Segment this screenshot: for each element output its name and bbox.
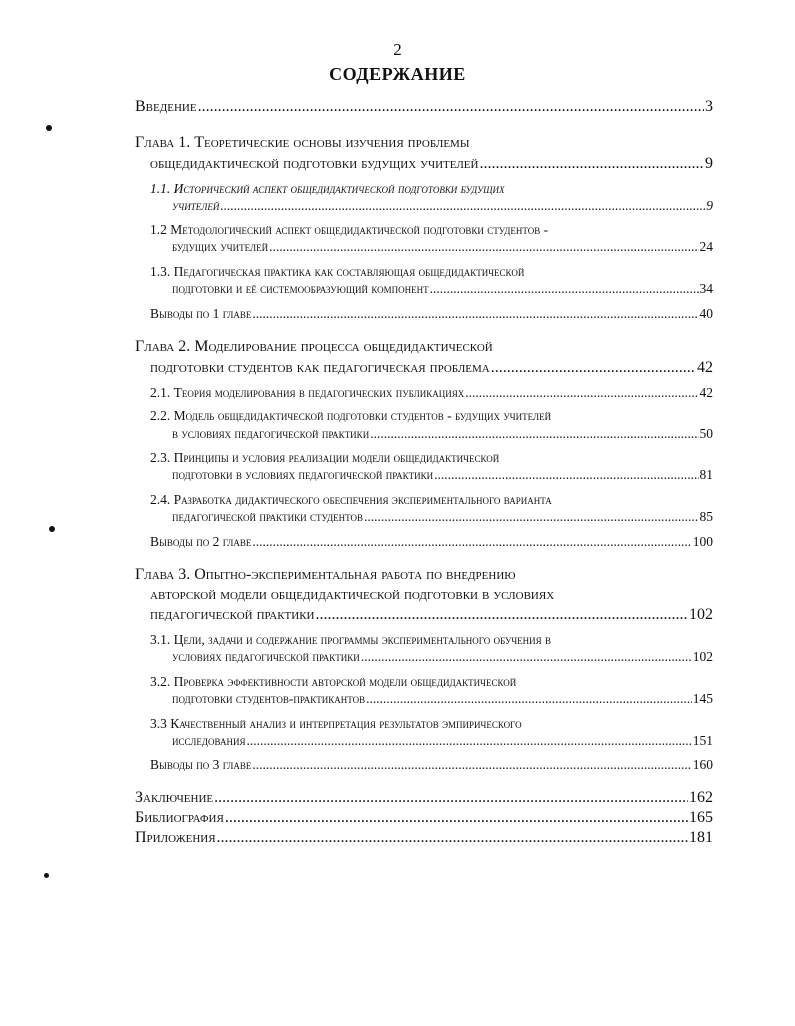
toc-conclusions-2 xyxy=(150,534,713,550)
leader-dots xyxy=(198,98,704,116)
toc-section-3-1-title: 3.1. Цели, задачи и содержание программы экспериментального обучения в xyxy=(150,632,552,647)
toc-conclusions-3 xyxy=(150,757,713,773)
toc-entry-intro xyxy=(135,98,713,116)
toc-section-2-2 xyxy=(172,426,713,442)
binder-hole-mark xyxy=(46,125,52,131)
toc-section-2-3-title: 2.3. Принципы и условия реализации модели общедидактической xyxy=(150,450,500,465)
toc-section-2-1 xyxy=(150,385,713,401)
leader-dots xyxy=(269,239,698,255)
toc-section-2-2-title: 2.2. Модель общедидактической подготовки студентов - будущих учителей xyxy=(150,408,552,423)
toc-entry-text: 2.1. Теория моделирования в педагогических публикациях xyxy=(150,385,465,400)
toc-page-number: 81 xyxy=(699,467,713,482)
toc-section-1-1 xyxy=(172,198,713,214)
leader-dots xyxy=(252,534,691,550)
toc-section-2-4 xyxy=(172,509,713,525)
binder-hole-mark xyxy=(44,873,49,878)
toc-entry-text: исследования xyxy=(172,733,246,748)
toc-page-number: 34 xyxy=(699,281,713,296)
leader-dots xyxy=(361,649,692,665)
leader-dots xyxy=(366,691,692,707)
toc-conclusions-1 xyxy=(150,306,713,322)
leader-dots xyxy=(217,829,688,847)
toc-page-number: 181 xyxy=(689,829,713,846)
toc-section-2-4-title: 2.4. Разработка дидактического обеспечения экспериментального варианта xyxy=(150,492,552,507)
toc-page-number: 165 xyxy=(689,809,713,826)
toc-entry-text: подготовки в условиях педагогической практики xyxy=(172,467,434,482)
toc-entry-text: будущих учителей xyxy=(172,239,269,254)
leader-dots xyxy=(465,385,698,401)
leader-dots xyxy=(315,606,688,624)
toc-page-number: 9 xyxy=(706,198,713,213)
toc-entry-text: педагогической практики xyxy=(150,606,315,623)
toc-chapter-2 xyxy=(150,359,713,377)
toc-chapter-3-title-cont: авторской модели общедидактической подготовки в условиях xyxy=(150,586,555,603)
toc-entry-text: Заключение xyxy=(135,789,214,806)
toc-section-1-2-title: 1.2 Методологический аспект общедидактической подготовки студентов - xyxy=(150,222,549,237)
toc-section-3-2-title: 3.2. Проверка эффективности авторской модели общедидактической xyxy=(150,674,517,689)
toc-entry-text: общедидактической подготовки будущих учителей xyxy=(150,155,479,172)
toc-entry-text: учителей xyxy=(172,198,220,213)
page-title: СОДЕРЖАНИЕ xyxy=(329,64,466,84)
toc-page-number: 100 xyxy=(692,534,713,549)
toc-chapter-3-title: Глава 3. Опытно-экспериментальная работа по внедрению xyxy=(135,566,516,583)
leader-dots xyxy=(246,733,691,749)
toc-chapter-1 xyxy=(150,155,713,173)
toc-entry-text: педагогической практики студентов xyxy=(172,509,364,524)
binder-hole-mark xyxy=(49,526,55,532)
toc-page-number: 85 xyxy=(699,509,713,524)
toc-entry-text: Приложения xyxy=(135,829,216,846)
toc-page-number: 102 xyxy=(689,606,713,623)
leader-dots xyxy=(214,789,688,807)
toc-page-number: 42 xyxy=(699,385,713,400)
toc-page-number: 160 xyxy=(692,757,713,772)
leader-dots xyxy=(252,306,698,322)
leader-dots xyxy=(252,757,691,773)
toc-page-number: 102 xyxy=(692,649,713,664)
toc-entry-text: Введение xyxy=(135,98,197,115)
toc-section-3-2 xyxy=(172,691,713,707)
toc-section-2-3 xyxy=(172,467,713,483)
leader-dots xyxy=(225,809,688,827)
leader-dots xyxy=(220,198,705,214)
toc-page-number: 9 xyxy=(705,155,713,172)
toc-entry-text: условиях педагогической практики xyxy=(172,649,360,664)
toc-entry-conclusion xyxy=(135,789,713,807)
toc-section-1-2 xyxy=(172,239,713,255)
toc-entry-text: Выводы по 2 главе xyxy=(150,534,252,549)
toc-entry-appendices xyxy=(135,829,713,847)
toc-entry-text: Выводы по 1 главе xyxy=(150,306,252,321)
leader-dots xyxy=(370,426,698,442)
toc-page-number: 40 xyxy=(699,306,713,321)
toc-section-3-3-title: 3.3 Качественный анализ и интерпретация результатов эмпирического xyxy=(150,716,522,731)
toc-chapter-1-title: Глава 1. Теоретические основы изучения проблемы xyxy=(135,134,470,151)
toc-page-number: 50 xyxy=(699,426,713,441)
toc-page-number: 145 xyxy=(692,691,713,706)
toc-entry-text: Выводы по 3 главе xyxy=(150,757,252,772)
leader-dots xyxy=(479,155,704,173)
toc-page-number: 162 xyxy=(689,789,713,806)
leader-dots xyxy=(364,509,698,525)
toc-section-3-1 xyxy=(172,649,713,665)
toc-entry-text: в условиях педагогической практики xyxy=(172,426,370,441)
page-number: 2 xyxy=(393,40,402,59)
toc-section-1-3-title: 1.3. Педагогическая практика как составляющая общедидактической xyxy=(150,264,525,279)
leader-dots xyxy=(430,281,699,297)
toc-chapter-3 xyxy=(150,606,713,624)
toc-entry-text: подготовки и её системообразующий компонент xyxy=(172,281,429,296)
toc-section-1-3 xyxy=(172,281,713,297)
toc-entry-bibliography xyxy=(135,809,713,827)
toc-entry-text: подготовки студентов как педагогическая проблема xyxy=(150,359,490,376)
toc-page-number: 3 xyxy=(705,98,713,115)
toc-page-number: 24 xyxy=(699,239,713,254)
leader-dots xyxy=(491,359,696,377)
toc-page-number: 151 xyxy=(692,733,713,748)
toc-section-3-3 xyxy=(172,733,713,749)
toc-entry-text: подготовки студентов-практикантов xyxy=(172,691,366,706)
toc-chapter-2-title: Глава 2. Моделирование процесса общедидактической xyxy=(135,338,493,355)
toc-entry-text: Библиография xyxy=(135,809,224,826)
toc-page-number: 42 xyxy=(697,359,713,376)
leader-dots xyxy=(434,467,698,483)
toc-section-1-1-title: 1.1. Исторический аспект общедидактической подготовки будущих xyxy=(150,181,505,196)
